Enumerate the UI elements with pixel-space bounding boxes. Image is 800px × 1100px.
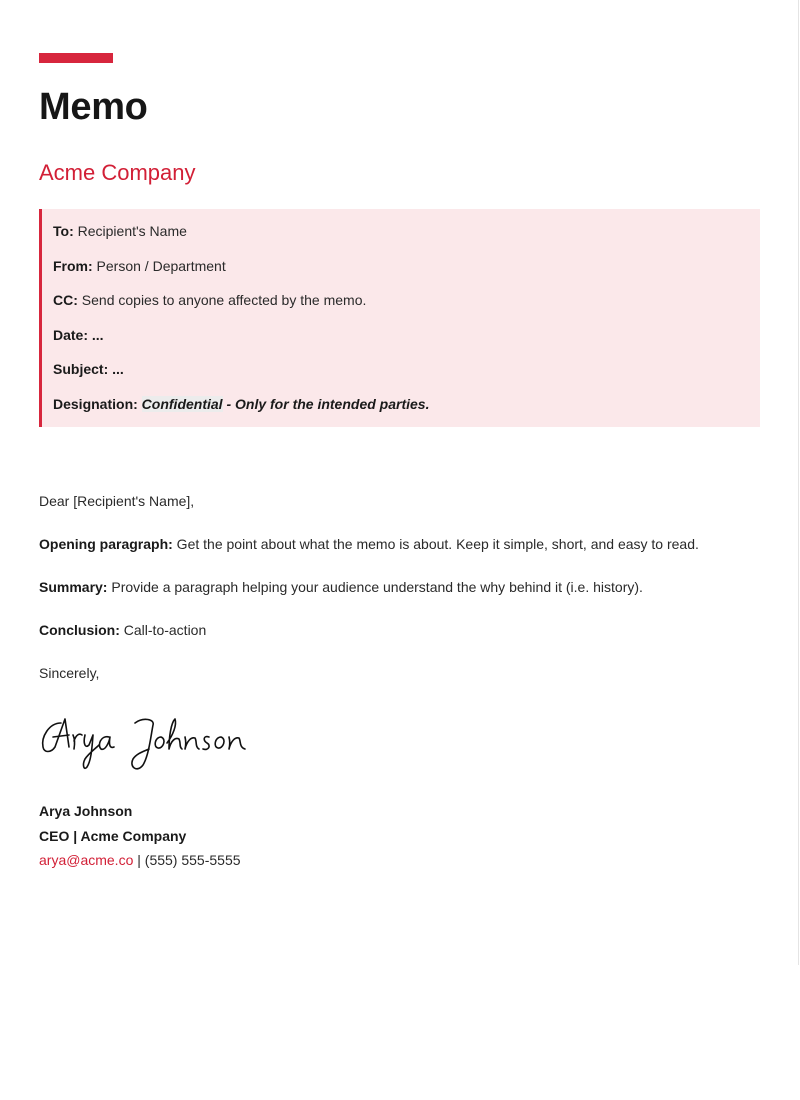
summary-label: Summary:: [39, 579, 108, 595]
to-value: Recipient's Name: [73, 223, 187, 239]
from-label: From:: [53, 257, 93, 274]
accent-bar: [39, 53, 113, 63]
designation-field: [53, 394, 760, 414]
handwritten-signature-image: [39, 705, 269, 775]
designation-label: Designation:: [53, 395, 138, 412]
subject-field: [53, 359, 760, 379]
summary-paragraph: [39, 577, 643, 597]
email-link[interactable]: arya@acme.co: [39, 852, 134, 868]
from-field: [53, 256, 760, 276]
signer-contact: [39, 850, 241, 870]
cc-value: Send copies to anyone affected by the memo.: [77, 292, 367, 308]
designation-confidential: Confidential: [141, 395, 223, 412]
designation-rest: - Only for the intended parties.: [222, 395, 430, 412]
subject-label: Subject:: [53, 361, 109, 377]
subject-value: ...: [108, 361, 124, 377]
company-name: Acme Company: [39, 160, 196, 185]
phone-number: (555) 555-5555: [144, 852, 241, 868]
to-field: [53, 221, 760, 241]
summary-text: Provide a paragraph helping your audience understand the why behind it (i.e. history).: [107, 579, 643, 595]
date-field: [53, 325, 760, 345]
cc-label: CC:: [53, 292, 78, 308]
memo-title: Memo: [39, 86, 148, 128]
date-label: Date:: [53, 326, 89, 343]
conclusion-text: Call-to-action: [119, 622, 207, 638]
opening-label: Opening paragraph:: [39, 536, 173, 552]
salutation: Dear [Recipient's Name],: [39, 493, 195, 509]
conclusion-paragraph: [39, 620, 206, 640]
conclusion-label: Conclusion:: [39, 622, 120, 638]
signer-name: Arya Johnson: [39, 803, 133, 819]
date-value: ...: [88, 326, 104, 343]
opening-paragraph: [39, 534, 699, 554]
cc-field: [53, 290, 760, 310]
signer-title: CEO | Acme Company: [39, 828, 187, 844]
contact-separator: |: [133, 852, 145, 868]
opening-text: Get the point about what the memo is about. Keep it simple, short, and easy to read.: [172, 536, 699, 552]
to-label: To:: [53, 223, 74, 239]
from-value: Person / Department: [92, 257, 226, 274]
closing: Sincerely,: [39, 665, 100, 681]
memo-header-box: [39, 209, 760, 427]
page-edge-divider: [798, 0, 799, 965]
